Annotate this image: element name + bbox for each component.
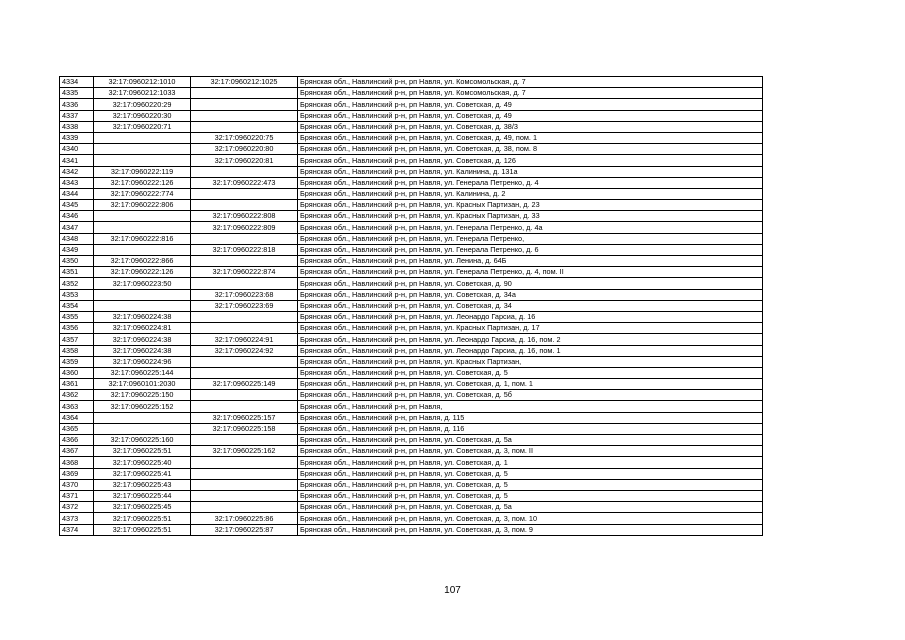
building-cadastral-number-cell (191, 121, 298, 132)
land-cadastral-number-cell (94, 211, 191, 222)
building-cadastral-number-cell (191, 401, 298, 412)
address-cell: Брянская обл., Навлинский р-н, рп Навля, ул. Генерала Петренко, д. 4 (298, 177, 763, 188)
row-number-cell: 4346 (60, 211, 94, 222)
table-row (60, 233, 763, 244)
land-cadastral-number-cell: 32:17:0960225:43 (94, 479, 191, 490)
land-cadastral-number-cell: 32:17:0960225:44 (94, 490, 191, 501)
building-cadastral-number-cell (191, 367, 298, 378)
row-number-cell: 4351 (60, 267, 94, 278)
table-row (60, 77, 763, 88)
row-number-cell: 4345 (60, 200, 94, 211)
land-cadastral-number-cell (94, 244, 191, 255)
table-row (60, 244, 763, 255)
building-cadastral-number-cell (191, 278, 298, 289)
address-cell: Брянская обл., Навлинский р-н, рп Навля, ул. Советская, д. 38/3 (298, 121, 763, 132)
table-row (60, 468, 763, 479)
table-row (60, 334, 763, 345)
table-row (60, 144, 763, 155)
land-cadastral-number-cell: 32:17:0960225:152 (94, 401, 191, 412)
building-cadastral-number-cell: 32:17:0960220:80 (191, 144, 298, 155)
table-row (60, 222, 763, 233)
land-cadastral-number-cell: 32:17:0960222:816 (94, 233, 191, 244)
building-cadastral-number-cell: 32:17:0960223:69 (191, 300, 298, 311)
land-cadastral-number-cell: 32:17:0960225:150 (94, 390, 191, 401)
address-cell: Брянская обл., Навлинский р-н, рп Навля, ул. Красных Партизан, д. 17 (298, 323, 763, 334)
row-number-cell: 4344 (60, 188, 94, 199)
row-number-cell: 4364 (60, 412, 94, 423)
land-cadastral-number-cell: 32:17:0960223:50 (94, 278, 191, 289)
row-number-cell: 4340 (60, 144, 94, 155)
table-row (60, 479, 763, 490)
land-cadastral-number-cell: 32:17:0960225:51 (94, 513, 191, 524)
row-number-cell: 4342 (60, 166, 94, 177)
address-cell: Брянская обл., Навлинский р-н, рп Навля, ул. Красных Партизан, д. 33 (298, 211, 763, 222)
building-cadastral-number-cell: 32:17:0960222:809 (191, 222, 298, 233)
building-cadastral-number-cell (191, 99, 298, 110)
address-cell: Брянская обл., Навлинский р-н, рп Навля, ул. Советская, д. 5 (298, 367, 763, 378)
table-row (60, 278, 763, 289)
land-cadastral-number-cell: 32:17:0960222:806 (94, 200, 191, 211)
land-cadastral-number-cell: 32:17:0960222:866 (94, 256, 191, 267)
address-cell: Брянская обл., Навлинский р-н, рп Навля, ул. Советская, д. 5а (298, 435, 763, 446)
address-cell: Брянская обл., Навлинский р-н, рп Навля, ул. Ленина, д. 64Б (298, 256, 763, 267)
land-cadastral-number-cell: 32:17:0960222:119 (94, 166, 191, 177)
address-cell: Брянская обл., Навлинский р-н, рп Навля, ул. Красных Партизан, (298, 356, 763, 367)
land-cadastral-number-cell: 32:17:0960220:71 (94, 121, 191, 132)
land-cadastral-number-cell (94, 423, 191, 434)
land-cadastral-number-cell: 32:17:0960222:126 (94, 267, 191, 278)
address-cell: Брянская обл., Навлинский р-н, рп Навля, ул. Советская, д. 38, пом. 8 (298, 144, 763, 155)
building-cadastral-number-cell (191, 256, 298, 267)
address-cell: Брянская обл., Навлинский р-н, рп Навля, ул. Советская, д. 34 (298, 300, 763, 311)
building-cadastral-number-cell (191, 311, 298, 322)
table-row (60, 490, 763, 501)
land-cadastral-number-cell: 32:17:0960222:126 (94, 177, 191, 188)
address-cell: Брянская обл., Навлинский р-н, рп Навля, ул. Красных Партизан, д. 23 (298, 200, 763, 211)
row-number-cell: 4350 (60, 256, 94, 267)
table-row (60, 99, 763, 110)
table-row (60, 121, 763, 132)
table-row (60, 166, 763, 177)
table-row (60, 132, 763, 143)
table-row (60, 457, 763, 468)
land-cadastral-number-cell (94, 300, 191, 311)
land-cadastral-number-cell: 32:17:0960224:38 (94, 311, 191, 322)
land-cadastral-number-cell (94, 412, 191, 423)
row-number-cell: 4348 (60, 233, 94, 244)
building-cadastral-number-cell (191, 468, 298, 479)
building-cadastral-number-cell: 32:17:0960224:91 (191, 334, 298, 345)
address-cell: Брянская обл., Навлинский р-н, рп Навля, ул. Советская, д. 5 (298, 490, 763, 501)
building-cadastral-number-cell: 32:17:0960222:808 (191, 211, 298, 222)
land-cadastral-number-cell: 32:17:0960101:2030 (94, 379, 191, 390)
table-row (60, 513, 763, 524)
land-cadastral-number-cell: 32:17:0960225:45 (94, 502, 191, 513)
address-cell: Брянская обл., Навлинский р-н, рп Навля, ул. Советская, д. 3, пом. 9 (298, 524, 763, 535)
row-number-cell: 4341 (60, 155, 94, 166)
row-number-cell: 4374 (60, 524, 94, 535)
row-number-cell: 4373 (60, 513, 94, 524)
building-cadastral-number-cell: 32:17:0960225:87 (191, 524, 298, 535)
building-cadastral-number-cell: 32:17:0960225:149 (191, 379, 298, 390)
table-row (60, 88, 763, 99)
table-row (60, 412, 763, 423)
building-cadastral-number-cell: 32:17:0960225:157 (191, 412, 298, 423)
row-number-cell: 4355 (60, 311, 94, 322)
property-registry-table (59, 76, 763, 536)
building-cadastral-number-cell (191, 435, 298, 446)
land-cadastral-number-cell: 32:17:0960222:774 (94, 188, 191, 199)
row-number-cell: 4358 (60, 345, 94, 356)
row-number-cell: 4356 (60, 323, 94, 334)
address-cell: Брянская обл., Навлинский р-н, рп Навля, ул. Советская, д. 5а (298, 502, 763, 513)
table-row (60, 367, 763, 378)
address-cell: Брянская обл., Навлинский р-н, рп Навля, ул. Леонардо Гарсиа, д. 16 (298, 311, 763, 322)
address-cell: Брянская обл., Навлинский р-н, рп Навля, ул. Советская, д. 5 (298, 479, 763, 490)
address-cell: Брянская обл., Навлинский р-н, рп Навля, ул. Генерала Петренко, д. 6 (298, 244, 763, 255)
building-cadastral-number-cell (191, 323, 298, 334)
table-row (60, 379, 763, 390)
address-cell: Брянская обл., Навлинский р-н, рп Навля, ул. Советская, д. 49, пом. 1 (298, 132, 763, 143)
address-cell: Брянская обл., Навлинский р-н, рп Навля, ул. Генерала Петренко, д. 4, пом. II (298, 267, 763, 278)
address-cell: Брянская обл., Навлинский р-н, рп Навля, ул. Леонардо Гарсиа, д. 16, пом. 1 (298, 345, 763, 356)
row-number-cell: 4363 (60, 401, 94, 412)
row-number-cell: 4360 (60, 367, 94, 378)
land-cadastral-number-cell: 32:17:0960220:30 (94, 110, 191, 121)
table-row (60, 211, 763, 222)
building-cadastral-number-cell (191, 457, 298, 468)
address-cell: Брянская обл., Навлинский р-н, рп Навля, д. 116 (298, 423, 763, 434)
land-cadastral-number-cell: 32:17:0960220:29 (94, 99, 191, 110)
land-cadastral-number-cell (94, 289, 191, 300)
land-cadastral-number-cell: 32:17:0960225:144 (94, 367, 191, 378)
building-cadastral-number-cell: 32:17:0960225:158 (191, 423, 298, 434)
building-cadastral-number-cell: 32:17:0960222:874 (191, 267, 298, 278)
address-cell: Брянская обл., Навлинский р-н, рп Навля, ул. Советская, д. 5 (298, 468, 763, 479)
row-number-cell: 4371 (60, 490, 94, 501)
address-cell: Брянская обл., Навлинский р-н, рп Навля, ул. Советская, д. 5б (298, 390, 763, 401)
address-cell: Брянская обл., Навлинский р-н, рп Навля, ул. Комсомольская, д. 7 (298, 77, 763, 88)
row-number-cell: 4347 (60, 222, 94, 233)
row-number-cell: 4343 (60, 177, 94, 188)
row-number-cell: 4362 (60, 390, 94, 401)
table-row (60, 155, 763, 166)
land-cadastral-number-cell: 32:17:0960225:41 (94, 468, 191, 479)
row-number-cell: 4370 (60, 479, 94, 490)
registry-table-body (60, 77, 763, 536)
building-cadastral-number-cell: 32:17:0960225:162 (191, 446, 298, 457)
land-cadastral-number-cell: 32:17:0960212:1010 (94, 77, 191, 88)
table-row (60, 267, 763, 278)
row-number-cell: 4372 (60, 502, 94, 513)
address-cell: Брянская обл., Навлинский р-н, рп Навля, ул. Советская, д. 3, пом. 10 (298, 513, 763, 524)
building-cadastral-number-cell (191, 200, 298, 211)
row-number-cell: 4357 (60, 334, 94, 345)
land-cadastral-number-cell: 32:17:0960224:38 (94, 345, 191, 356)
building-cadastral-number-cell (191, 490, 298, 501)
address-cell: Брянская обл., Навлинский р-н, рп Навля, ул. Калинина, д. 2 (298, 188, 763, 199)
land-cadastral-number-cell (94, 222, 191, 233)
table-row (60, 446, 763, 457)
address-cell: Брянская обл., Навлинский р-н, рп Навля, ул. Советская, д. 49 (298, 110, 763, 121)
land-cadastral-number-cell: 32:17:0960224:81 (94, 323, 191, 334)
row-number-cell: 4369 (60, 468, 94, 479)
table-row (60, 401, 763, 412)
building-cadastral-number-cell (191, 110, 298, 121)
building-cadastral-number-cell: 32:17:0960224:92 (191, 345, 298, 356)
table-row (60, 300, 763, 311)
row-number-cell: 4335 (60, 88, 94, 99)
land-cadastral-number-cell: 32:17:0960224:38 (94, 334, 191, 345)
building-cadastral-number-cell (191, 356, 298, 367)
land-cadastral-number-cell: 32:17:0960212:1033 (94, 88, 191, 99)
building-cadastral-number-cell: 32:17:0960220:75 (191, 132, 298, 143)
table-row (60, 110, 763, 121)
land-cadastral-number-cell: 32:17:0960225:40 (94, 457, 191, 468)
building-cadastral-number-cell: 32:17:0960225:86 (191, 513, 298, 524)
table-row (60, 390, 763, 401)
building-cadastral-number-cell (191, 166, 298, 177)
building-cadastral-number-cell: 32:17:0960222:818 (191, 244, 298, 255)
table-row (60, 435, 763, 446)
land-cadastral-number-cell (94, 144, 191, 155)
table-row (60, 177, 763, 188)
table-row (60, 502, 763, 513)
page-number: 107 (444, 585, 461, 596)
row-number-cell: 4361 (60, 379, 94, 390)
building-cadastral-number-cell: 32:17:0960223:68 (191, 289, 298, 300)
land-cadastral-number-cell: 32:17:0960225:51 (94, 524, 191, 535)
building-cadastral-number-cell (191, 188, 298, 199)
building-cadastral-number-cell (191, 479, 298, 490)
row-number-cell: 4339 (60, 132, 94, 143)
address-cell: Брянская обл., Навлинский р-н, рп Навля, ул. Советская, д. 49 (298, 99, 763, 110)
address-cell: Брянская обл., Навлинский р-н, рп Навля, ул. Советская, д. 34а (298, 289, 763, 300)
row-number-cell: 4349 (60, 244, 94, 255)
building-cadastral-number-cell: 32:17:0960212:1025 (191, 77, 298, 88)
address-cell: Брянская обл., Навлинский р-н, рп Навля, ул. Советская, д. 1, пом. 1 (298, 379, 763, 390)
row-number-cell: 4353 (60, 289, 94, 300)
address-cell: Брянская обл., Навлинский р-н, рп Навля, ул. Леонардо Гарсиа, д. 16, пом. 2 (298, 334, 763, 345)
row-number-cell: 4338 (60, 121, 94, 132)
land-cadastral-number-cell (94, 155, 191, 166)
building-cadastral-number-cell (191, 88, 298, 99)
land-cadastral-number-cell: 32:17:0960225:160 (94, 435, 191, 446)
row-number-cell: 4336 (60, 99, 94, 110)
address-cell: Брянская обл., Навлинский р-н, рп Навля, ул. Советская, д. 3, пом. II (298, 446, 763, 457)
row-number-cell: 4334 (60, 77, 94, 88)
address-cell: Брянская обл., Навлинский р-н, рп Навля, ул. Комсомольская, д. 7 (298, 88, 763, 99)
row-number-cell: 4354 (60, 300, 94, 311)
row-number-cell: 4367 (60, 446, 94, 457)
row-number-cell: 4366 (60, 435, 94, 446)
address-cell: Брянская обл., Навлинский р-н, рп Навля, д. 115 (298, 412, 763, 423)
address-cell: Брянская обл., Навлинский р-н, рп Навля, ул. Советская, д. 90 (298, 278, 763, 289)
address-cell: Брянская обл., Навлинский р-н, рп Навля, ул. Советская, д. 126 (298, 155, 763, 166)
table-row (60, 345, 763, 356)
table-row (60, 289, 763, 300)
building-cadastral-number-cell (191, 390, 298, 401)
land-cadastral-number-cell: 32:17:0960225:51 (94, 446, 191, 457)
table-row (60, 423, 763, 434)
address-cell: Брянская обл., Навлинский р-н, рп Навля, ул. Советская, д. 1 (298, 457, 763, 468)
building-cadastral-number-cell: 32:17:0960220:81 (191, 155, 298, 166)
row-number-cell: 4368 (60, 457, 94, 468)
table-row (60, 200, 763, 211)
address-cell: Брянская обл., Навлинский р-н, рп Навля, ул. Генерала Петренко, д. 4а (298, 222, 763, 233)
land-cadastral-number-cell (94, 132, 191, 143)
building-cadastral-number-cell: 32:17:0960222:473 (191, 177, 298, 188)
table-row (60, 356, 763, 367)
address-cell: Брянская обл., Навлинский р-н, рп Навля, (298, 401, 763, 412)
building-cadastral-number-cell (191, 233, 298, 244)
address-cell: Брянская обл., Навлинский р-н, рп Навля, ул. Калинина, д. 131а (298, 166, 763, 177)
table-row (60, 256, 763, 267)
row-number-cell: 4359 (60, 356, 94, 367)
row-number-cell: 4352 (60, 278, 94, 289)
table-row (60, 323, 763, 334)
row-number-cell: 4365 (60, 423, 94, 434)
land-cadastral-number-cell: 32:17:0960224:96 (94, 356, 191, 367)
row-number-cell: 4337 (60, 110, 94, 121)
building-cadastral-number-cell (191, 502, 298, 513)
address-cell: Брянская обл., Навлинский р-н, рп Навля, ул. Генерала Петренко, (298, 233, 763, 244)
table-row (60, 188, 763, 199)
table-row (60, 311, 763, 322)
table-row (60, 524, 763, 535)
